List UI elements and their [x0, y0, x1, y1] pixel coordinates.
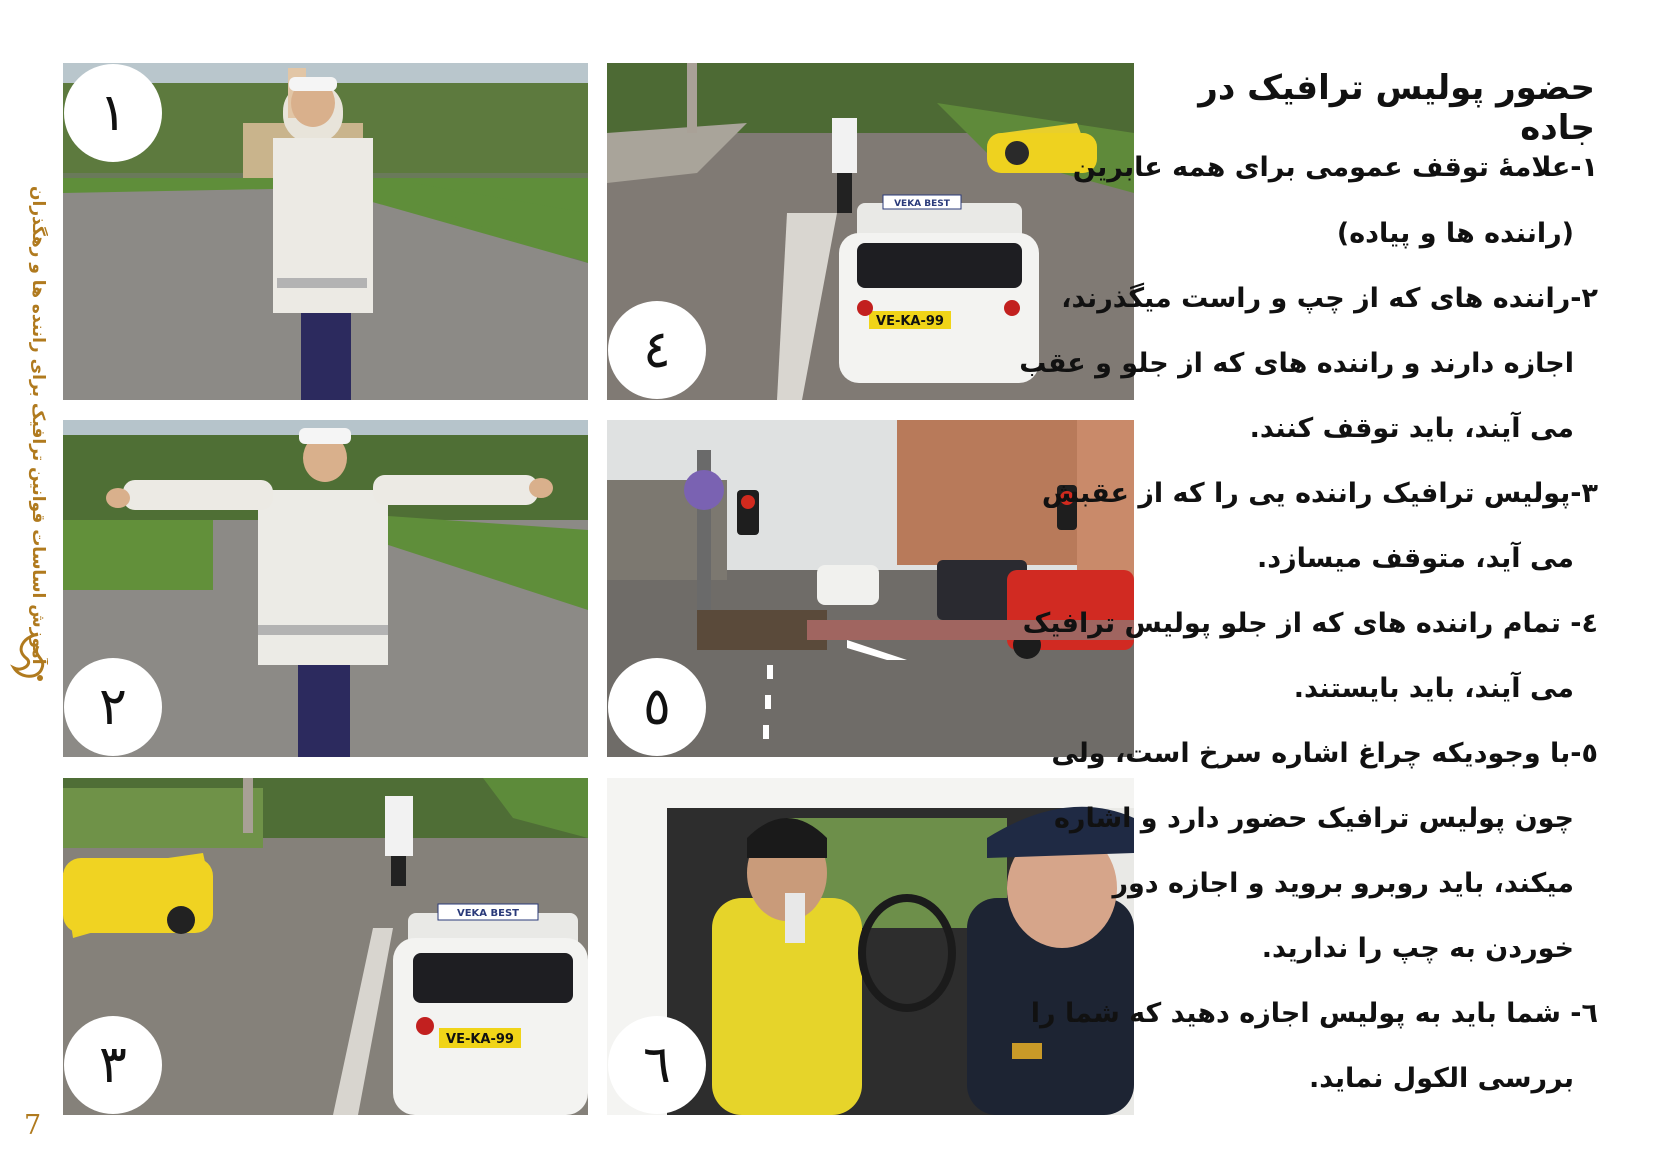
- rule-line-8: ٤- تمام راننده های که از جلو پولیس ترافیک: [1022, 608, 1598, 639]
- photo-5: [607, 420, 1134, 757]
- photo-1-number: ١: [64, 64, 162, 162]
- plate-4-text: VE-KA-99: [876, 314, 944, 329]
- rule-line-11: چون پولیس ترافیک حضور دارد و اشاره: [1053, 803, 1574, 834]
- photo-4-number: ٤: [608, 301, 706, 399]
- roof-sign-4-text: VEKA BEST: [894, 199, 950, 209]
- rule-line-3: ٢-راننده های که از چپ و راست میگذرند،: [1061, 283, 1598, 314]
- photo-3: [63, 778, 588, 1115]
- calligraphy-logo-icon: [8, 628, 50, 690]
- page-title: حضور پولیس ترافیک در جاده: [1198, 68, 1595, 148]
- sidebar-vertical-title: آموزش اساسات قوانین ترافیک برای راننده ها و رهگذران: [28, 186, 48, 665]
- rule-line-9: می آیند، باید بایستند.: [1293, 673, 1574, 704]
- rule-line-13: خوردن به چپ را ندارید.: [1261, 933, 1574, 964]
- rule-line-2: (راننده ها و پیاده): [1336, 218, 1574, 249]
- photo-2: [63, 420, 588, 757]
- photo-2-number: ٢: [64, 658, 162, 756]
- rule-line-12: میکند، باید روبرو بروید و اجازه دور: [1112, 868, 1574, 899]
- photo-6-number: ٦: [608, 1016, 706, 1114]
- roof-sign-3-text: VEKA BEST: [456, 908, 520, 919]
- plate-3-text: VE-KA-99: [446, 1032, 514, 1047]
- rule-line-7: می آید، متوقف میسازد.: [1257, 543, 1574, 574]
- rule-line-1: ١-علامهٔ توقف عمومی برای همه عابرین: [1072, 152, 1598, 183]
- photo-1: [63, 63, 588, 400]
- rule-line-15: بررسی الکول نماید.: [1309, 1063, 1574, 1094]
- page-number: 7: [24, 1110, 42, 1141]
- rule-line-4: اجازه دارند و راننده های که از جلو و عقب: [1019, 348, 1574, 379]
- rule-line-14: ٦- شما باید به پولیس اجازه دهید که شما را: [1030, 998, 1598, 1029]
- rule-line-10: ٥-با وجودیکه چراغ اشاره سرخ است، ولی: [1051, 738, 1598, 769]
- rule-line-6: ٣-پولیس ترافیک راننده یی را که از عقبش: [1041, 478, 1598, 509]
- photo-5-number: ٥: [608, 658, 706, 756]
- photo-3-number: ٣: [64, 1016, 162, 1114]
- rule-line-5: می آیند، باید توقف کنند.: [1249, 413, 1574, 444]
